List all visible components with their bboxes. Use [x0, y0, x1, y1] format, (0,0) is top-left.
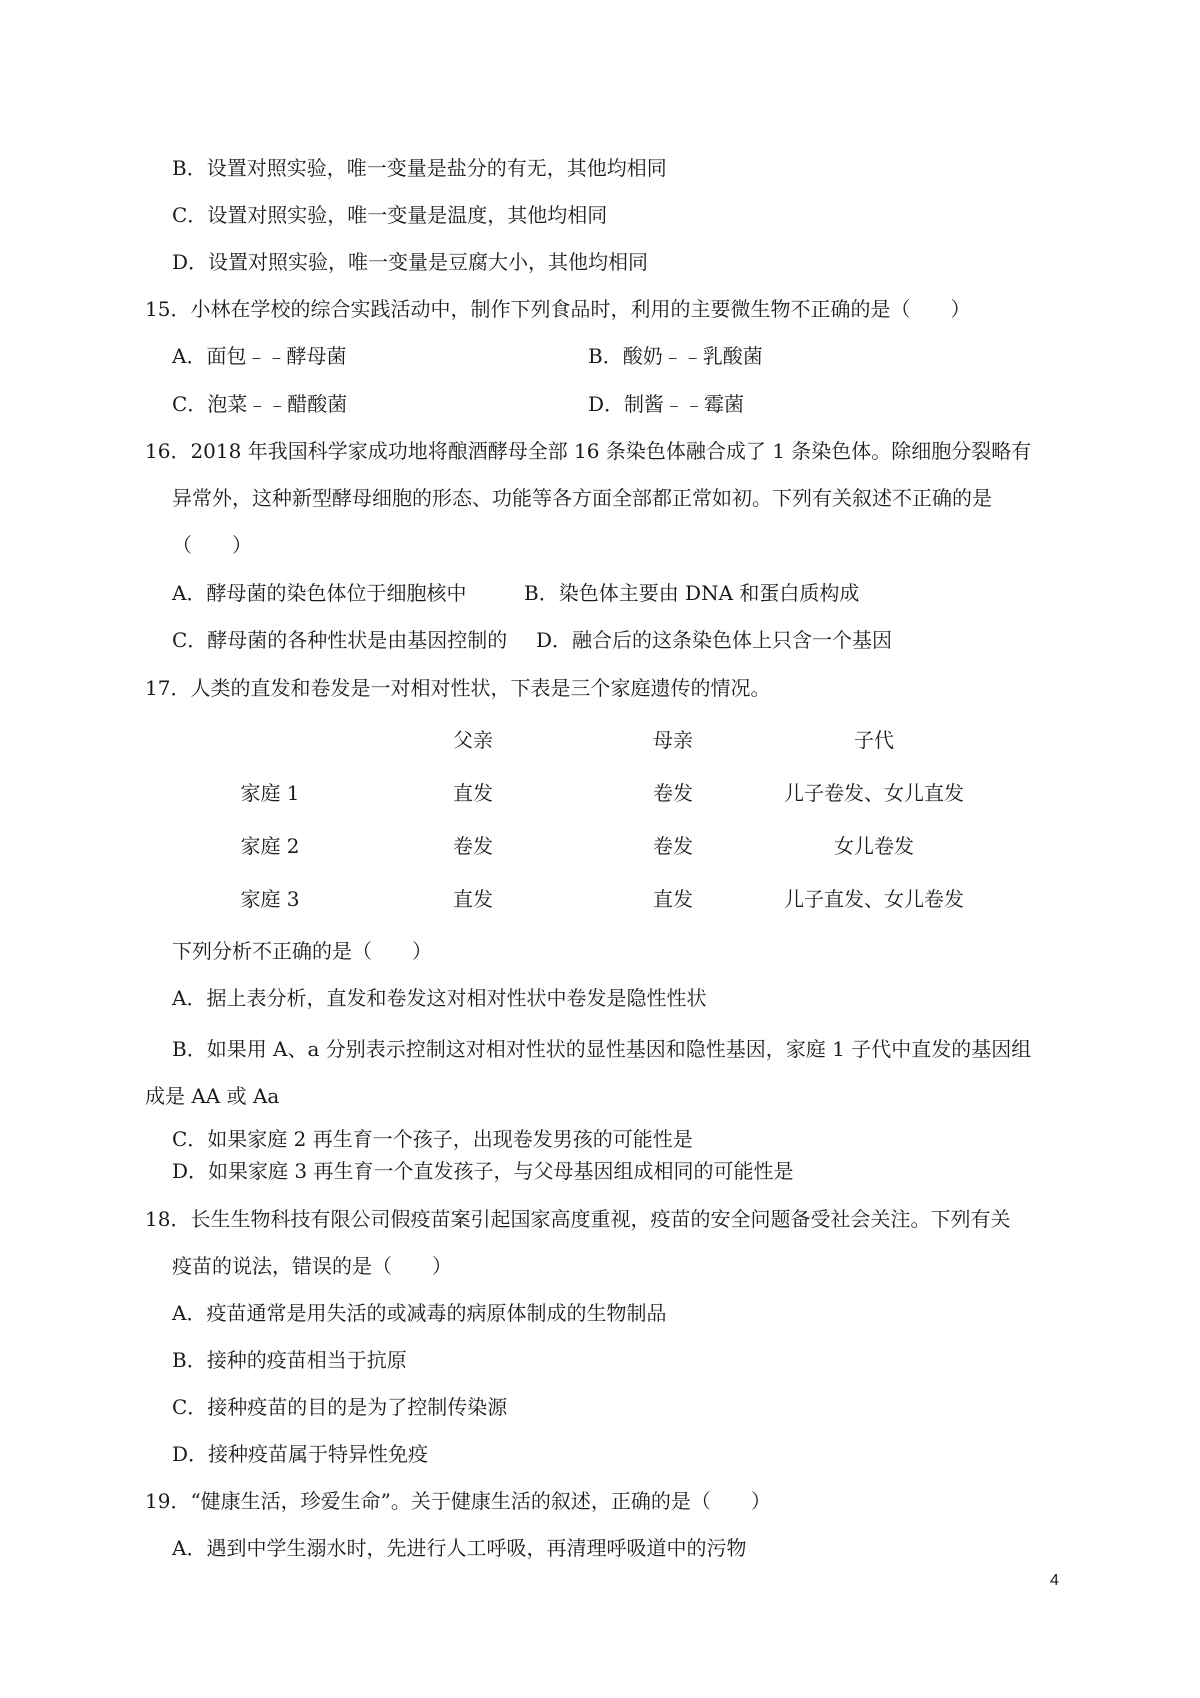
q14-option-c: C．设置对照实验，唯一变量是温度，其他均相同 [172, 203, 608, 227]
q18-option-d: D．接种疫苗属于特异性免疫 [172, 1442, 429, 1466]
q16-option-d: D．融合后的这条染色体上只含一个基因 [536, 628, 893, 652]
table-header-father: 父亲 [453, 728, 493, 752]
q15-option-c: C．泡菜﹣﹣醋酸菌 [172, 392, 348, 416]
table-cell-offspring: 儿子卷发、女儿直发 [784, 781, 964, 805]
q16-stem-line1: 16．2018 年我国科学家成功地将酿酒酵母全部 16 条染色体融合成了 1 条染色体。除细胞分裂略有 [145, 439, 1032, 463]
q19-stem: 19．“健康生活，珍爱生命”。关于健康生活的叙述，正确的是（ ） [145, 1489, 771, 1513]
q16-stem-line2: 异常外，这种新型酵母细胞的形态、功能等各方面全部都正常如初。下列有关叙述不正确的是 [172, 486, 992, 510]
table-row-family: 家庭 3 [240, 887, 300, 911]
q17-option-b-line1: B．如果用 A、a 分别表示控制这对相对性状的显性基因和隐性基因，家庭 1 子代中直发的基因组 [172, 1037, 1032, 1061]
q17-option-d: D．如果家庭 3 再生育一个直发孩子，与父母基因组成相同的可能性是 [172, 1159, 794, 1183]
table-header-offspring: 子代 [854, 728, 894, 752]
table-row-family: 家庭 1 [240, 781, 300, 805]
table-cell-offspring: 儿子直发、女儿卷发 [784, 887, 964, 911]
q18-stem-line2: 疫苗的说法，错误的是（ ） [172, 1254, 452, 1278]
q14-option-b: B．设置对照实验，唯一变量是盐分的有无，其他均相同 [172, 156, 667, 180]
q19-option-a: A．遇到中学生溺水时，先进行人工呼吸，再清理呼吸道中的污物 [172, 1536, 747, 1560]
q18-stem-line1: 18．长生生物科技有限公司假疫苗案引起国家高度重视，疫苗的安全问题备受社会关注。下列有关 [145, 1207, 1011, 1231]
q15-option-b: B．酸奶﹣﹣乳酸菌 [588, 344, 763, 368]
q17-option-a: A．据上表分析，直发和卷发这对相对性状中卷发是隐性性状 [172, 986, 707, 1010]
table-cell-mother: 卷发 [653, 834, 693, 858]
q16-option-a: A．酵母菌的染色体位于细胞核中 [172, 581, 467, 605]
q16-option-b: B．染色体主要由 DNA 和蛋白质构成 [524, 581, 860, 605]
page-number: 4 [1050, 1572, 1059, 1589]
q18-option-b: B．接种的疫苗相当于抗原 [172, 1348, 407, 1372]
table-cell-mother: 卷发 [653, 781, 693, 805]
q14-option-d: D．设置对照实验，唯一变量是豆腐大小，其他均相同 [172, 250, 649, 274]
q17-stem: 17．人类的直发和卷发是一对相对性状，下表是三个家庭遗传的情况。 [145, 676, 771, 700]
q17-option-c: C．如果家庭 2 再生育一个孩子，出现卷发男孩的可能性是 [172, 1127, 693, 1151]
q17-option-b-line2: 成是 AA 或 Aa [145, 1084, 280, 1108]
q15-option-d: D．制酱﹣﹣霉菌 [588, 392, 745, 416]
table-cell-father: 直发 [453, 781, 493, 805]
table-cell-offspring: 女儿卷发 [834, 834, 914, 858]
table-row-family: 家庭 2 [240, 834, 300, 858]
q18-option-c: C．接种疫苗的目的是为了控制传染源 [172, 1395, 508, 1419]
table-cell-father: 直发 [453, 887, 493, 911]
q15-stem: 15．小林在学校的综合实践活动中，制作下列食品时，利用的主要微生物不正确的是（ ） [145, 297, 971, 321]
q15-option-a: A．面包﹣﹣酵母菌 [172, 344, 347, 368]
table-cell-father: 卷发 [453, 834, 493, 858]
q16-option-c: C．酵母菌的各种性状是由基因控制的 [172, 628, 508, 652]
q16-stem-line3: （ ） [172, 533, 252, 557]
q17-question: 下列分析不正确的是（ ） [172, 939, 432, 963]
q18-option-a: A．疫苗通常是用失活的或减毒的病原体制成的生物制品 [172, 1301, 667, 1325]
table-header-mother: 母亲 [653, 728, 693, 752]
table-cell-mother: 直发 [653, 887, 693, 911]
